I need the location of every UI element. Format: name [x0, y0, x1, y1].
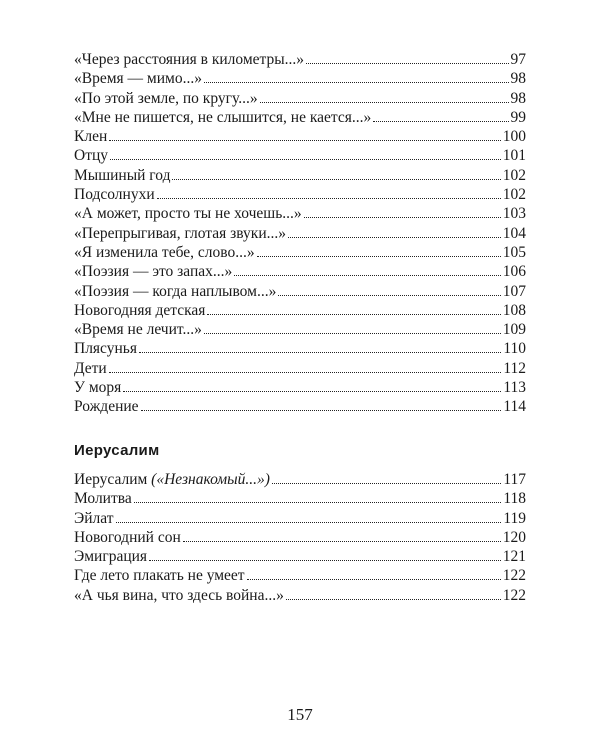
entry-title: Рождение — [74, 398, 139, 416]
contents-entry — [74, 108, 526, 127]
entry-title-main: Иерусалим — [74, 471, 152, 488]
leader-dots — [157, 198, 501, 199]
entry-title: «Через расстояния в километры...» — [74, 51, 305, 68]
entry-title: Эмиграция — [74, 548, 148, 566]
contents-entry — [74, 50, 526, 69]
entry-page: 98 — [510, 70, 526, 88]
leader-dots — [116, 522, 502, 523]
entry-page: 98 — [510, 89, 526, 107]
contents-entry — [74, 509, 526, 528]
entry-title: Клен — [74, 128, 108, 146]
contents-list-first — [74, 50, 526, 417]
leader-dots — [288, 237, 501, 238]
entry-page: 114 — [503, 398, 526, 416]
contents-entry — [74, 262, 526, 281]
entry-title: «По этой земле, по кругу...» — [74, 89, 258, 107]
entry-page: 103 — [502, 205, 526, 223]
section-heading: Иерусалим — [74, 442, 160, 459]
entry-title: Плясунья — [74, 340, 137, 358]
leader-dots — [134, 502, 502, 503]
entry-title: «Время — мимо...» — [74, 70, 202, 88]
leader-dots — [373, 121, 508, 122]
entry-title: «Поэзия — это запах...» — [74, 263, 233, 281]
entry-title-italic: («Незнакомый...») — [151, 471, 270, 488]
contents-entry — [74, 243, 526, 262]
leader-dots — [149, 560, 501, 561]
leader-dots — [123, 391, 501, 392]
contents-entry — [74, 301, 526, 320]
leader-dots — [141, 410, 502, 411]
leader-dots — [257, 256, 501, 257]
entry-page: 107 — [502, 282, 526, 300]
entry-page: 104 — [502, 224, 526, 242]
leader-dots — [286, 599, 501, 600]
leader-dots — [278, 295, 500, 296]
entry-title: Новогодний сон — [74, 528, 181, 546]
leader-dots — [172, 179, 500, 180]
entry-title: «Мне не пишется, не слышится, не кается...» — [74, 108, 372, 126]
entry-title: «Я изменила тебе, слово...» — [74, 243, 255, 261]
leader-dots — [204, 82, 509, 83]
entry-title — [74, 470, 270, 489]
contents-entry — [74, 339, 526, 358]
contents-entry — [74, 470, 526, 489]
entry-title: Мышиный год — [74, 166, 171, 184]
leader-dots — [306, 63, 508, 64]
contents-entry — [74, 282, 526, 301]
page-number: 157 — [287, 705, 313, 724]
entry-title: «Перепрыгивая, глотая звуки...» — [74, 224, 286, 242]
entry-page: 101 — [502, 147, 526, 165]
entry-page: 106 — [502, 263, 526, 281]
leader-dots — [247, 579, 501, 580]
contents-entry — [74, 397, 526, 416]
contents-entry — [74, 359, 526, 378]
entry-title: «Время не лечит...» — [74, 321, 202, 339]
contents-entry — [74, 586, 526, 605]
entry-page: 99 — [510, 108, 526, 126]
entry-title: Дети — [74, 359, 107, 377]
leader-dots — [272, 483, 501, 484]
entry-title: У моря — [74, 379, 122, 397]
contents-entry — [74, 489, 526, 508]
entry-page: 97 — [510, 51, 526, 68]
leader-dots — [204, 333, 501, 334]
contents-entry — [74, 69, 526, 88]
entry-page: 117 — [503, 471, 526, 488]
leader-dots — [234, 275, 500, 276]
entry-page: 108 — [502, 301, 526, 319]
contents-entry — [74, 547, 526, 566]
leader-dots — [260, 102, 509, 103]
entry-title: «Поэзия — когда наплывом...» — [74, 282, 277, 300]
entry-page: 102 — [502, 166, 526, 184]
entry-title: Молитва — [74, 490, 132, 508]
contents-entry — [74, 320, 526, 339]
entry-title: «А чья вина, что здесь война...» — [74, 586, 284, 604]
entry-page: 112 — [503, 359, 526, 377]
leader-dots — [304, 217, 501, 218]
entry-page: 121 — [502, 548, 526, 566]
contents-entry — [74, 127, 526, 146]
entry-page: 122 — [502, 586, 526, 604]
contents-entry — [74, 146, 526, 165]
entry-title: Новогодняя детская — [74, 301, 206, 319]
leader-dots — [139, 352, 501, 353]
leader-dots — [183, 541, 501, 542]
leader-dots — [109, 372, 502, 373]
entry-page: 109 — [502, 321, 526, 339]
entry-page: 122 — [502, 567, 526, 585]
contents-entry — [74, 378, 526, 397]
contents-entry — [74, 204, 526, 223]
entry-page: 120 — [502, 528, 526, 546]
entry-page: 105 — [502, 243, 526, 261]
leader-dots — [207, 314, 500, 315]
entry-title: «А может, просто ты не хочешь...» — [74, 205, 302, 223]
contents-list-second — [74, 470, 526, 605]
contents-entry — [74, 566, 526, 585]
entry-page: 100 — [502, 128, 526, 146]
contents-entry — [74, 224, 526, 243]
entry-title: Подсолнухи — [74, 186, 155, 204]
contents-entry — [74, 528, 526, 547]
entry-page: 110 — [503, 340, 526, 358]
contents-entry — [74, 166, 526, 185]
leader-dots — [109, 140, 501, 141]
entry-title: Эйлат — [74, 509, 114, 527]
entry-page: 119 — [503, 509, 526, 527]
entry-page: 113 — [503, 379, 526, 397]
entry-page: 118 — [503, 490, 526, 508]
contents-entry — [74, 185, 526, 204]
contents-entry — [74, 89, 526, 108]
entry-title: Отцу — [74, 147, 109, 165]
entry-title: Где лето плакать не умеет — [74, 567, 245, 585]
entry-page: 102 — [502, 186, 526, 204]
leader-dots — [110, 159, 501, 160]
